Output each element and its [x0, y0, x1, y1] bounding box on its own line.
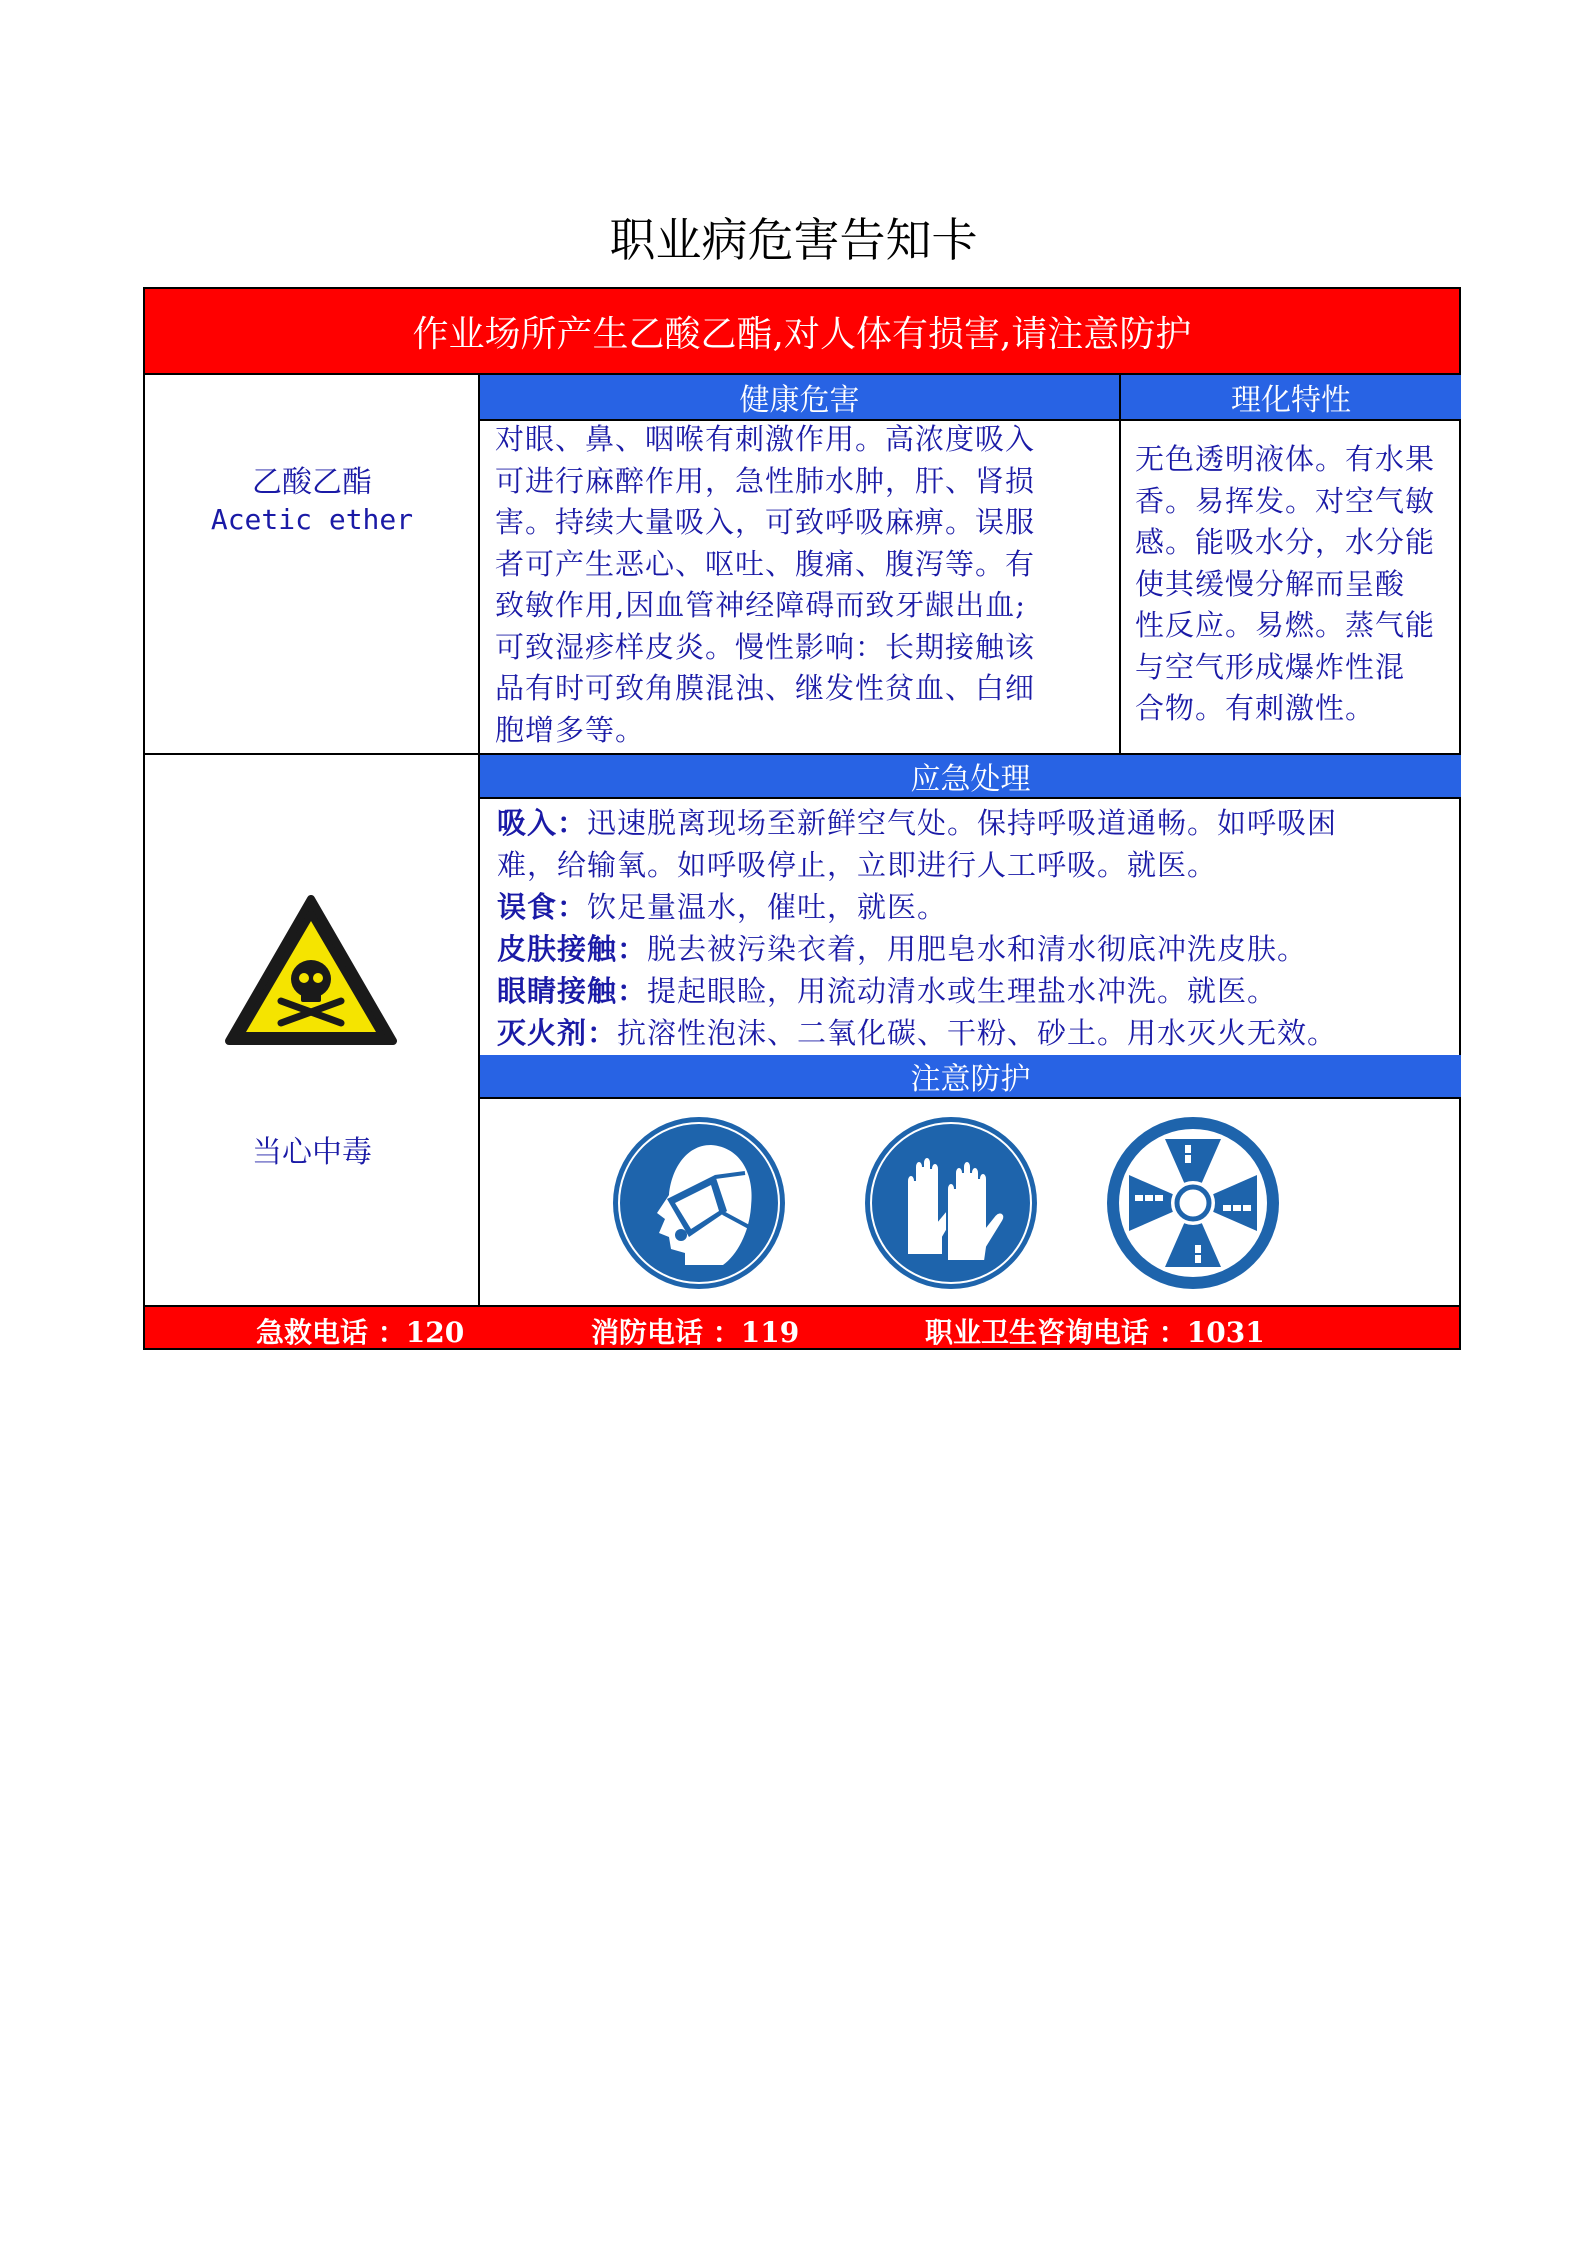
first-aid-phone: 急救电话 ：120 [256, 1316, 465, 1349]
text-line: 害。持续大量吸入，可致呼吸麻痹。误服 [495, 505, 1036, 539]
emergency-item-eyes [497, 969, 1277, 1010]
substance-name-en: Acetic ether [210, 503, 414, 536]
text-line: 香。易挥发。对空气敏 [1135, 483, 1436, 518]
emergency-label: 误食： [497, 890, 588, 924]
ventilation-fan-icon [1105, 1115, 1281, 1291]
emergency-text: 抗溶性泡沫、二氧化碳、干粉、砂土。用水灭火无效。 [617, 1016, 1338, 1050]
text-line: 胞增多等。 [495, 712, 646, 747]
protective-gloves-icon [863, 1115, 1039, 1291]
emergency-item-fire [497, 1011, 1337, 1052]
hazard-card [143, 287, 1461, 1350]
divider [480, 1097, 1461, 1099]
emergency-text: 难，给输氧。如呼吸停止，立即进行人工呼吸。就医。 [497, 848, 1218, 882]
text-line: 合物。有刺激性。 [1135, 691, 1376, 725]
emergency-item-skin [497, 927, 1307, 968]
health-hazard-text [495, 419, 1115, 751]
emergency-item-inhalation [497, 801, 1337, 842]
text-line: 品有时可致角膜混浊、继发性贫血、白细 [495, 671, 1036, 705]
warning-label: 当心中毒 [252, 1135, 372, 1170]
emergency-phone-bar [145, 1305, 1459, 1348]
emergency-item-ingestion [497, 885, 947, 926]
text-line: 致敏作用,因血管神经障碍而致牙龈出血; [495, 588, 1026, 622]
text-line: 可进行麻醉作用，急性肺水肿，肝、肾损 [495, 463, 1036, 498]
divider [1119, 375, 1121, 753]
properties-text [1135, 439, 1455, 730]
fire-phone: 消防电话 ：119 [591, 1316, 800, 1349]
emergency-heading: 应急处理 [480, 755, 1461, 797]
emergency-text: 脱去被污染衣着，用肥皂水和清水彻底冲洗皮肤。 [647, 932, 1308, 966]
text-line: 感。能吸水分，水分能 [1135, 525, 1436, 559]
emergency-label: 皮肤接触： [497, 932, 648, 966]
divider [480, 797, 1461, 799]
emergency-text: 饮足量温水，催吐，就医。 [587, 890, 948, 924]
health-hazard-heading: 健康危害 [480, 375, 1119, 419]
text-line: 与空气形成爆炸性混 [1135, 649, 1406, 684]
emergency-label: 吸入： [497, 806, 588, 840]
warning-banner: 作业场所产生乙酸乙酯,对人体有损害,请注意防护 [145, 289, 1459, 375]
text-line: 使其缓慢分解而呈酸 [1135, 566, 1406, 601]
text-line: 性反应。易燃。蒸气能 [1135, 608, 1436, 642]
properties-heading: 理化特性 [1121, 375, 1461, 419]
emergency-text: 迅速脱离现场至新鲜空气处。保持呼吸道通畅。如呼吸困 [587, 806, 1338, 840]
text-line: 者可产生恶心、呕吐、腹痛、腹泻等。有 [495, 546, 1036, 581]
text-line: 可致湿疹样皮炎。慢性影响：长期接触该 [495, 629, 1036, 664]
emergency-label: 灭火剂： [497, 1016, 618, 1050]
substance-name-zh: 乙酸乙酯 [252, 465, 372, 500]
text-line: 无色透明液体。有水果 [1135, 442, 1436, 476]
emergency-item-inhalation-cont [497, 843, 1217, 884]
text-line: 对眼、鼻、咽喉有刺激作用。高浓度吸入 [495, 422, 1036, 456]
occupational-health-phone: 职业卫生咨询电话 ：1031 [925, 1316, 1265, 1349]
emergency-text: 提起眼睑，用流动清水或生理盐水冲洗。就医。 [647, 974, 1278, 1008]
poison-skull-triangle-icon [225, 895, 397, 1049]
page-title: 职业病危害告知卡 [609, 213, 978, 267]
emergency-label: 眼睛接触： [497, 974, 648, 1008]
protection-heading: 注意防护 [480, 1055, 1461, 1097]
respirator-mask-icon [611, 1115, 787, 1291]
